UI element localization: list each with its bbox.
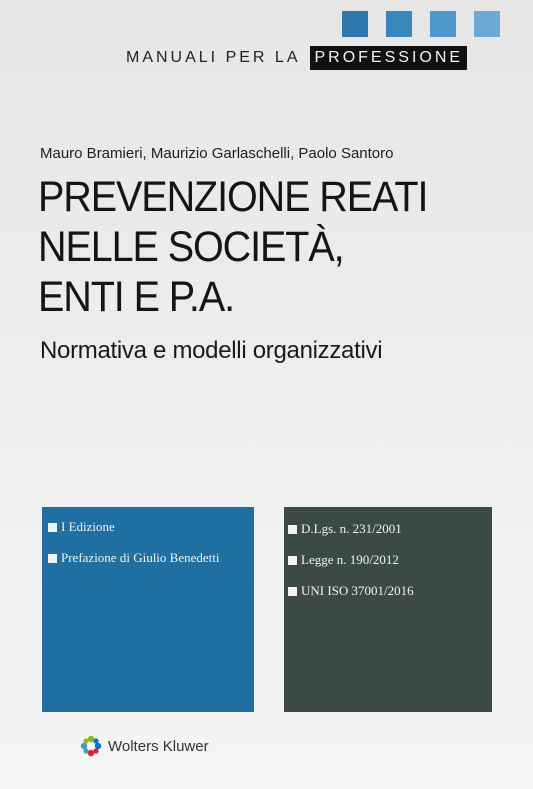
law-label-2: Legge n. 190/2012 xyxy=(301,552,399,567)
title-line-2: NELLE SOCIETÀ, xyxy=(38,223,344,271)
decor-square-2 xyxy=(386,11,412,37)
decor-square-3 xyxy=(430,11,456,37)
series-label: MANUALI PER LA xyxy=(126,49,301,66)
decorative-squares xyxy=(342,11,500,37)
wolters-kluwer-logo-icon xyxy=(80,735,102,757)
square-bullet-icon xyxy=(288,587,297,596)
decor-square-1 xyxy=(342,11,368,37)
list-item xyxy=(284,583,492,599)
publisher-logo xyxy=(80,735,209,757)
title-line-3: ENTI E P.A. xyxy=(38,273,235,321)
series-boxed-label: PROFESSIONE xyxy=(310,46,467,70)
list-item xyxy=(42,519,254,535)
law-label-1: D.Lgs. n. 231/2001 xyxy=(301,521,402,536)
title-line-1: PREVENZIONE REATI xyxy=(38,173,428,221)
square-bullet-icon xyxy=(48,523,57,532)
list-item xyxy=(42,550,254,566)
list-item xyxy=(284,521,492,537)
square-bullet-icon xyxy=(288,556,297,565)
book-title xyxy=(38,172,480,322)
publisher-name: Wolters Kluwer xyxy=(108,737,209,755)
preface-label: Prefazione di Giulio Benedetti xyxy=(61,550,220,565)
square-bullet-icon xyxy=(48,554,57,563)
series-title xyxy=(126,46,467,70)
book-subtitle: Normativa e modelli organizzativi xyxy=(40,337,383,364)
edition-label: I Edizione xyxy=(61,519,115,534)
legislation-panel xyxy=(284,507,492,712)
square-bullet-icon xyxy=(288,525,297,534)
list-item xyxy=(284,552,492,568)
edition-panel xyxy=(42,507,254,712)
authors: Mauro Bramieri, Maurizio Garlaschelli, Paolo Santoro xyxy=(40,145,394,162)
law-label-3: UNI ISO 37001/2016 xyxy=(301,583,414,598)
decor-square-4 xyxy=(474,11,500,37)
